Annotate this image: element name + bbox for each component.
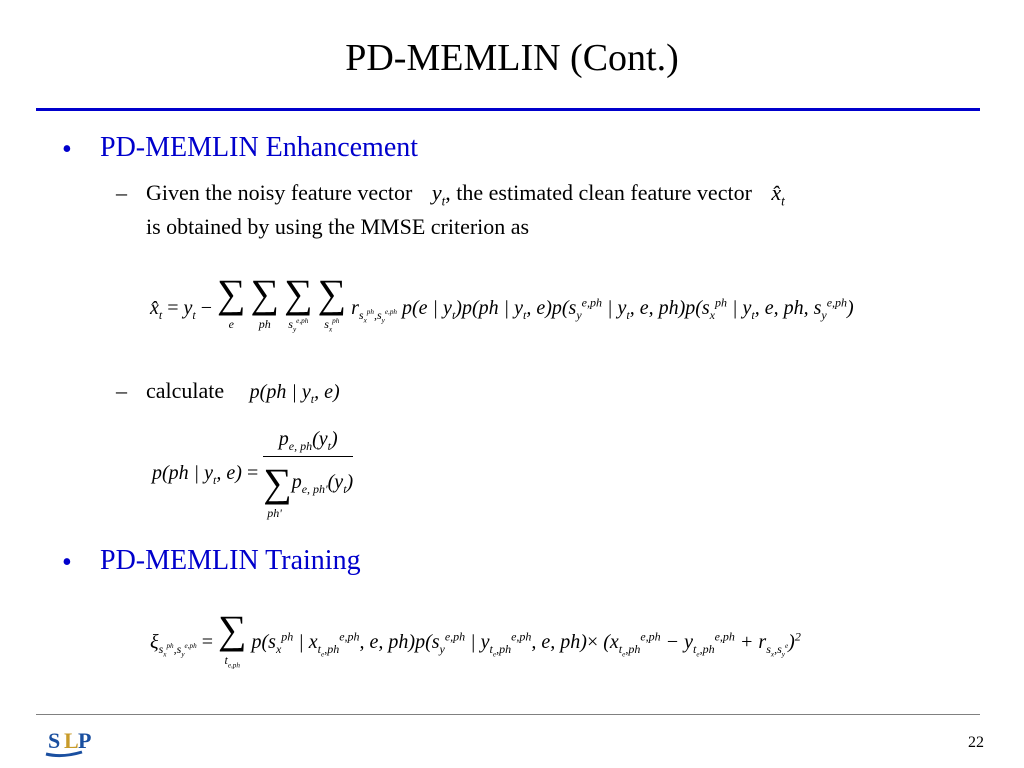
given-line-2: is obtained by using the MMSE criterion as — [146, 214, 530, 239]
bullet-dot: • — [62, 134, 72, 165]
page-number: 22 — [968, 734, 984, 751]
dash-marker: – — [116, 180, 127, 205]
mmse-equation: $x̂_t = y_t$ − ∑ e ∑ ph ∑ $s_y^{e,ph}$ ∑ $s_x^{ph}$ $r_{s_x^{ph},s_y^{e,ph}}$ p(e | $y_t)p(ph$ | $y_t$, $e)p(s_y^{e,ph}$ | $y_t$, e, $ph)p(s_x^{ph}$ | $y_t$, e, ph, $s_y^{e,ph}$) — [150, 271, 854, 334]
given-line-1 — [146, 180, 785, 209]
svg-text:S: S — [48, 728, 61, 753]
bullet-training: PD-MEMLIN Training — [100, 545, 361, 576]
svg-text:L: L — [64, 728, 79, 753]
calculate-text: calculate — [146, 378, 225, 403]
calc-expression: p(ph | $y_t$, e) — [249, 381, 340, 406]
slp-logo — [42, 724, 98, 760]
yt-symbol: $y_t$ — [431, 180, 446, 209]
bullet-dot: • — [62, 547, 72, 578]
bullet-enhancement: PD-MEMLIN Enhancement — [100, 132, 419, 163]
given-text-a: Given the noisy feature vector — [146, 180, 413, 205]
title-divider — [36, 108, 980, 111]
footer-divider — [36, 714, 980, 715]
given-text-b: , the estimated clean feature vector — [445, 180, 752, 205]
calculate-line — [146, 378, 340, 407]
slide-title: PD-MEMLIN (Cont.) — [345, 37, 679, 79]
xhat-symbol: $x̂_t$ — [771, 180, 785, 209]
svg-text:P: P — [78, 728, 92, 753]
training-equation: $\xi_{s_x^{ph},s_y^{e,ph}}$ = ∑ $t_{e,ph}$ $p(s_x^{ph}$ | $x_{t_e,ph}^{e,ph}$, e, $ph)p(s_y^{e,ph}$ | $y_{t_e,ph}^{e,ph}$, e, $ph)\times (x_{t_e,ph}^{e,ph} - y_{t_e,ph}^{e,ph} + r_{s_x,s_y^e})^2$ — [150, 607, 801, 670]
posterior-equation: p(ph | $y_t$, e) = $p_{e, ph}(y_t)$ $\sum p_{e, ph'}(y_t)$ ph' — [152, 428, 354, 520]
dash-marker: – — [116, 378, 127, 403]
